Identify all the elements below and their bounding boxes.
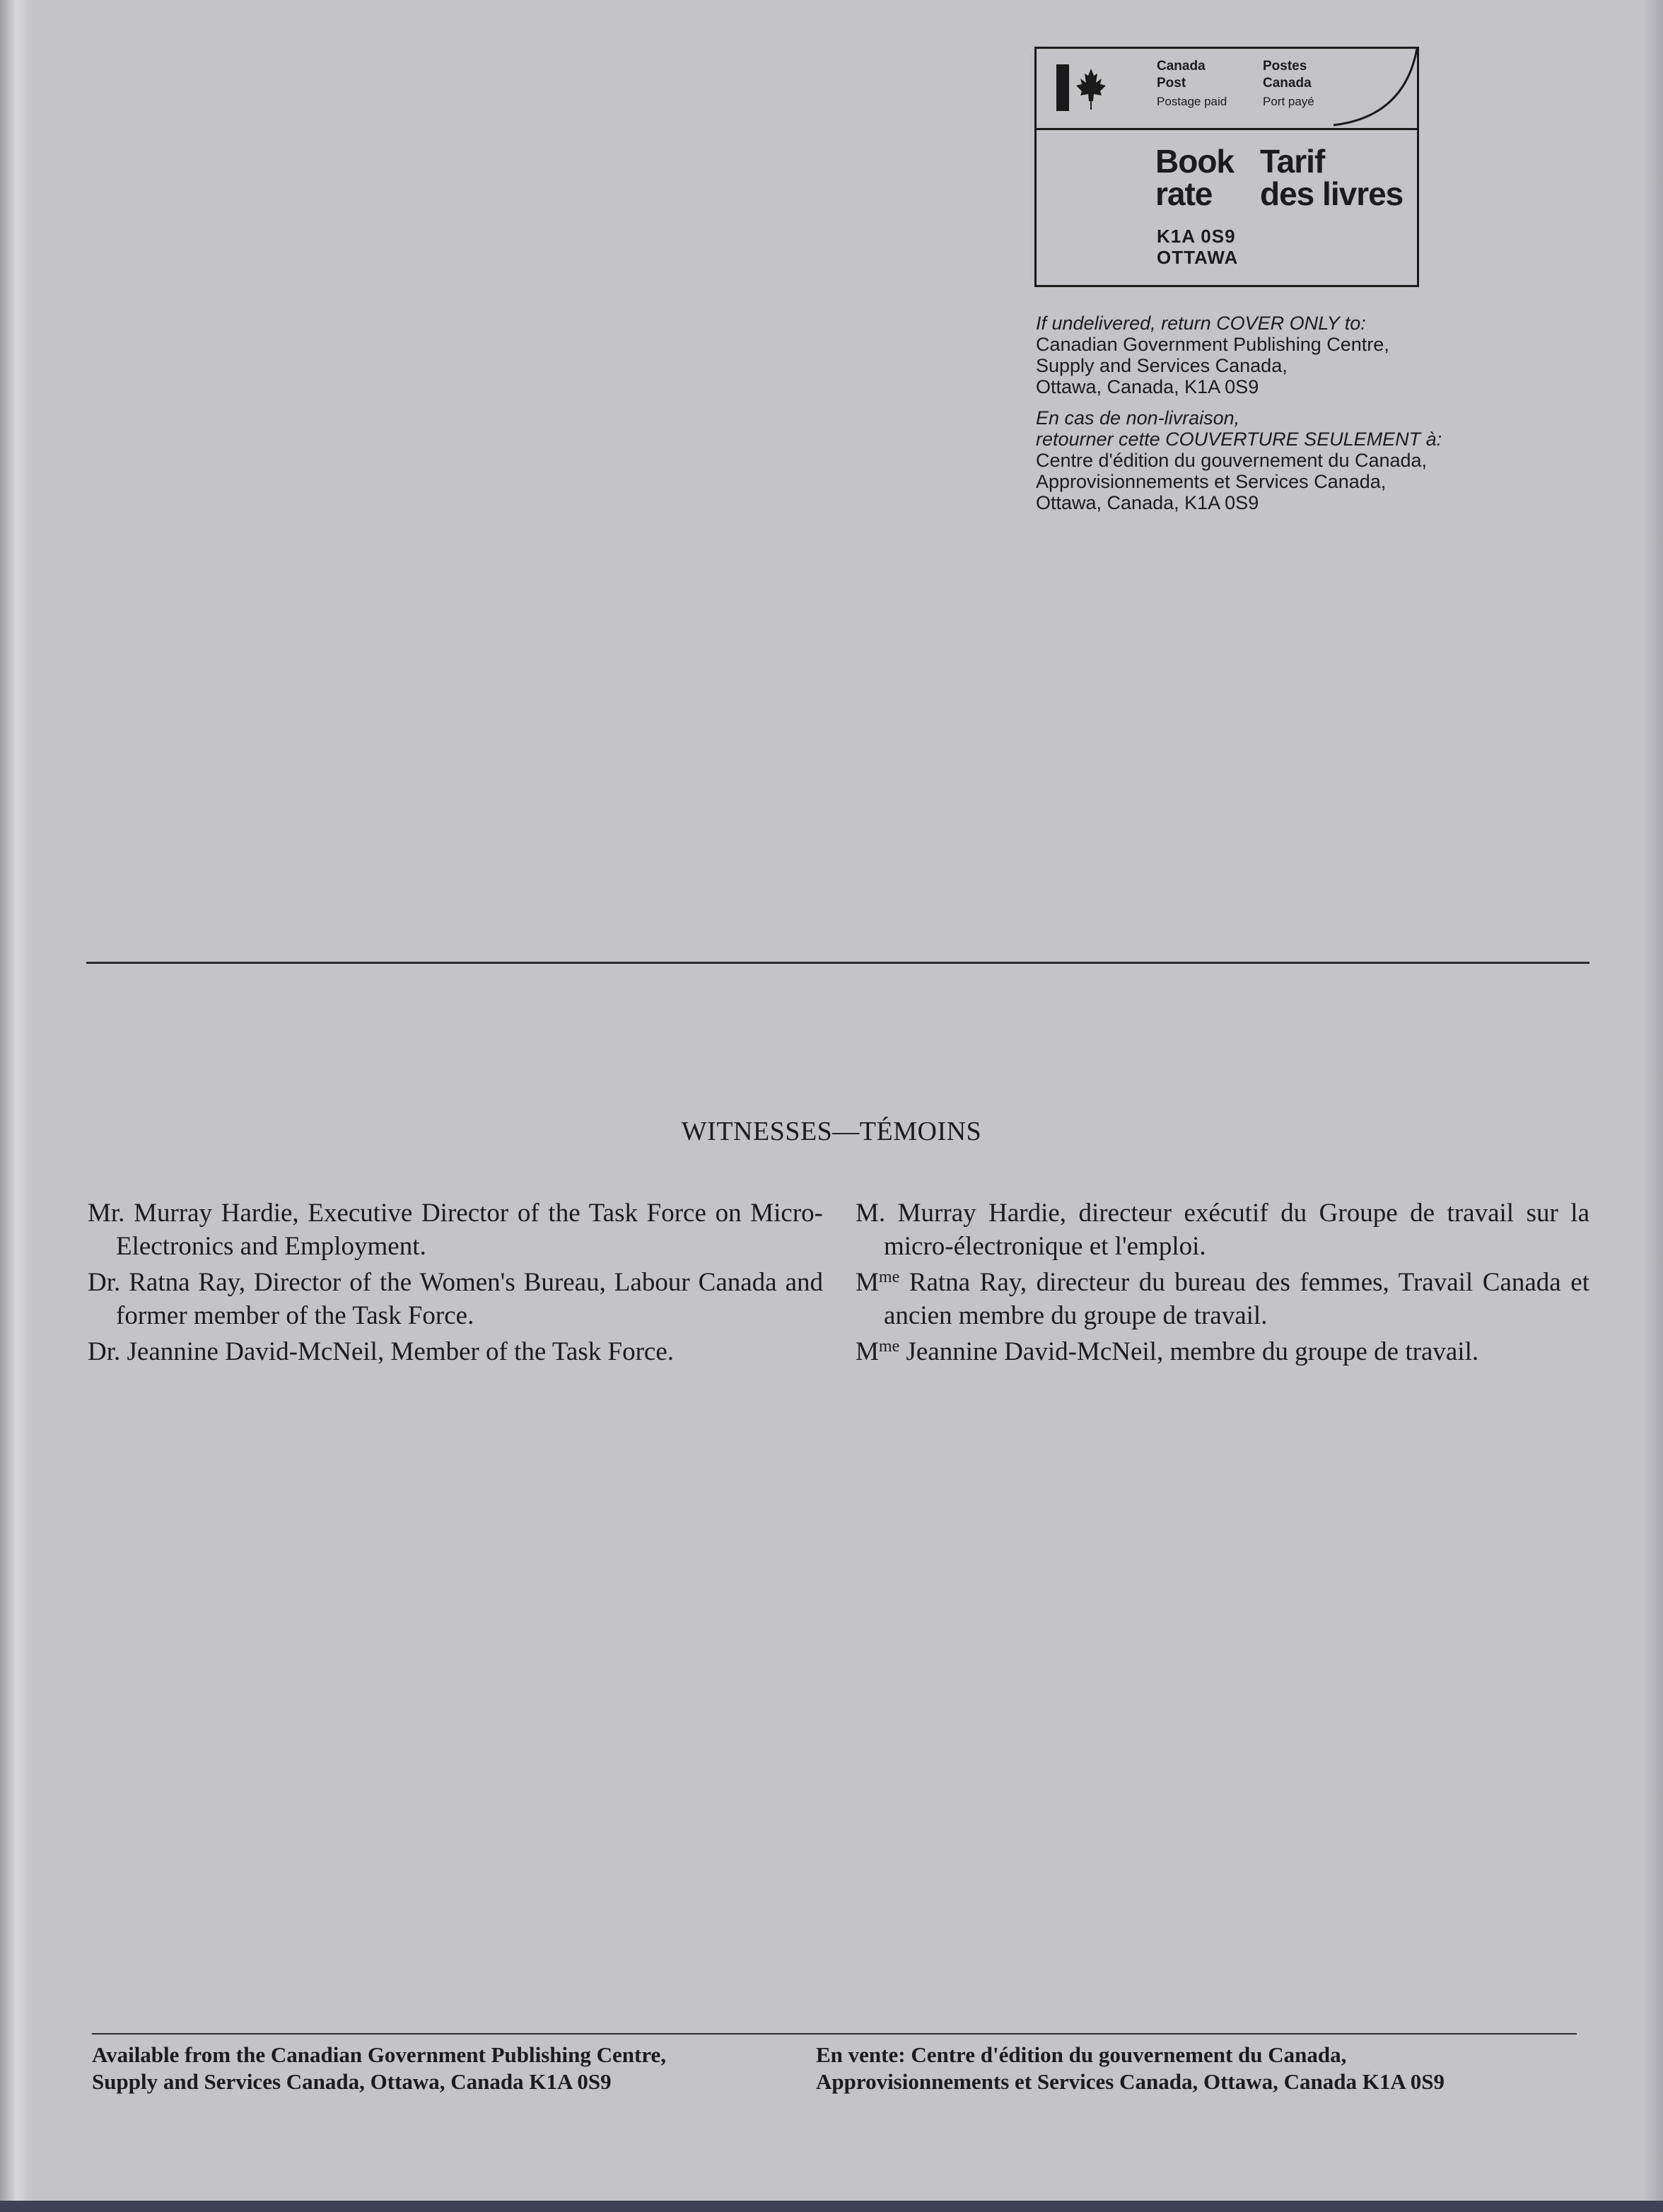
footer-en-line1: Available from the Canadian Government Publishing Centre, [92,2042,667,2067]
postage-fr-line3: Port payé [1263,95,1314,108]
return-en-line: If undelivered, return COVER ONLY to: [1036,313,1366,334]
witness-entry: Dr. Jeannine David-McNeil, Member of the Task Force. [88,1337,674,1366]
postal-code: K1A 0S9 [1157,226,1236,247]
rate-fr-line2: des livres [1260,175,1404,212]
temoin-title: M [856,1268,879,1297]
witnesses-title: WITNESSES—TÉMOINS [681,1117,982,1146]
postage-en-line2: Post [1157,76,1186,91]
witnesses-french [856,1197,1589,1371]
witnesses-english [88,1197,823,1371]
footer-en-line2: Supply and Services Canada, Ottawa, Canada K1A 0S9 [92,2069,612,2094]
postage-en-line3: Postage paid [1157,95,1227,108]
temoin-title-superscript: me [878,1268,900,1286]
page-edge-left [0,0,30,2212]
footer-divider [92,2033,1577,2035]
return-fr-line: Centre d'édition du gouvernement du Canada, [1036,450,1428,471]
temoin-title: M [856,1337,879,1366]
witness-entry: Mr. Murray Hardie, Executive Director of the Task Force on Micro-Electronics and Employment. [88,1199,823,1261]
section-divider [86,962,1589,964]
footer-french [816,2042,1445,2095]
postage-fr-line2: Canada [1263,76,1312,91]
postage-indicia [1034,47,1419,287]
temoin-text: Ratna Ray, directeur du bureau des femmes, Travail Canada et ancien membre du groupe de travail. [884,1268,1589,1330]
postage-fr-line1: Postes [1263,59,1307,74]
return-fr-line: En cas de non-livraison, [1036,407,1240,429]
maple-leaf-icon [1056,64,1107,111]
witness-entry: Dr. Ratna Ray, Director of the Women's Bureau, Labour Canada and former member of the Task Force. [88,1268,823,1330]
return-instructions [1036,313,1545,513]
temoin-entry [856,1197,1589,1263]
return-en-line: Canadian Government Publishing Centre, [1036,334,1389,355]
postage-header [1037,49,1417,127]
temoin-text: Jeannine David-McNeil, membre du groupe de travail. [899,1337,1479,1366]
postage-en-line1: Canada [1157,59,1206,74]
temoin-entry [856,1266,1589,1332]
return-fr-line: Approvisionnements et Services Canada, [1036,471,1387,492]
temoin-entry [856,1335,1589,1368]
page-edge-right [1643,0,1663,2212]
temoin-title-superscript: me [878,1337,900,1356]
temoin-title: M. [856,1199,898,1228]
footer-fr-line1: En vente: Centre d'édition du gouvernement du Canada, [816,2042,1347,2067]
rate-en-line2: rate [1155,175,1213,212]
rate-en-line1: Book [1155,143,1234,180]
rate-fr-line1: Tarif [1260,143,1325,180]
return-fr-line: Ottawa, Canada, K1A 0S9 [1036,492,1259,513]
postage-divider [1037,128,1417,130]
footer-fr-line2: Approvisionnements et Services Canada, Ottawa, Canada K1A 0S9 [816,2069,1445,2094]
bottom-edge [0,2201,1663,2212]
return-en-line: Supply and Services Canada, [1036,355,1288,376]
temoin-text: Murray Hardie, directeur exécutif du Groupe de travail sur la micro-électronique et l'emploi. [884,1199,1589,1261]
footer-english [92,2042,666,2095]
postal-city: OTTAWA [1157,247,1239,268]
return-en-line: Ottawa, Canada, K1A 0S9 [1036,376,1259,397]
return-fr-line: retourner cette COUVERTURE SEULEMENT à: [1036,429,1442,450]
